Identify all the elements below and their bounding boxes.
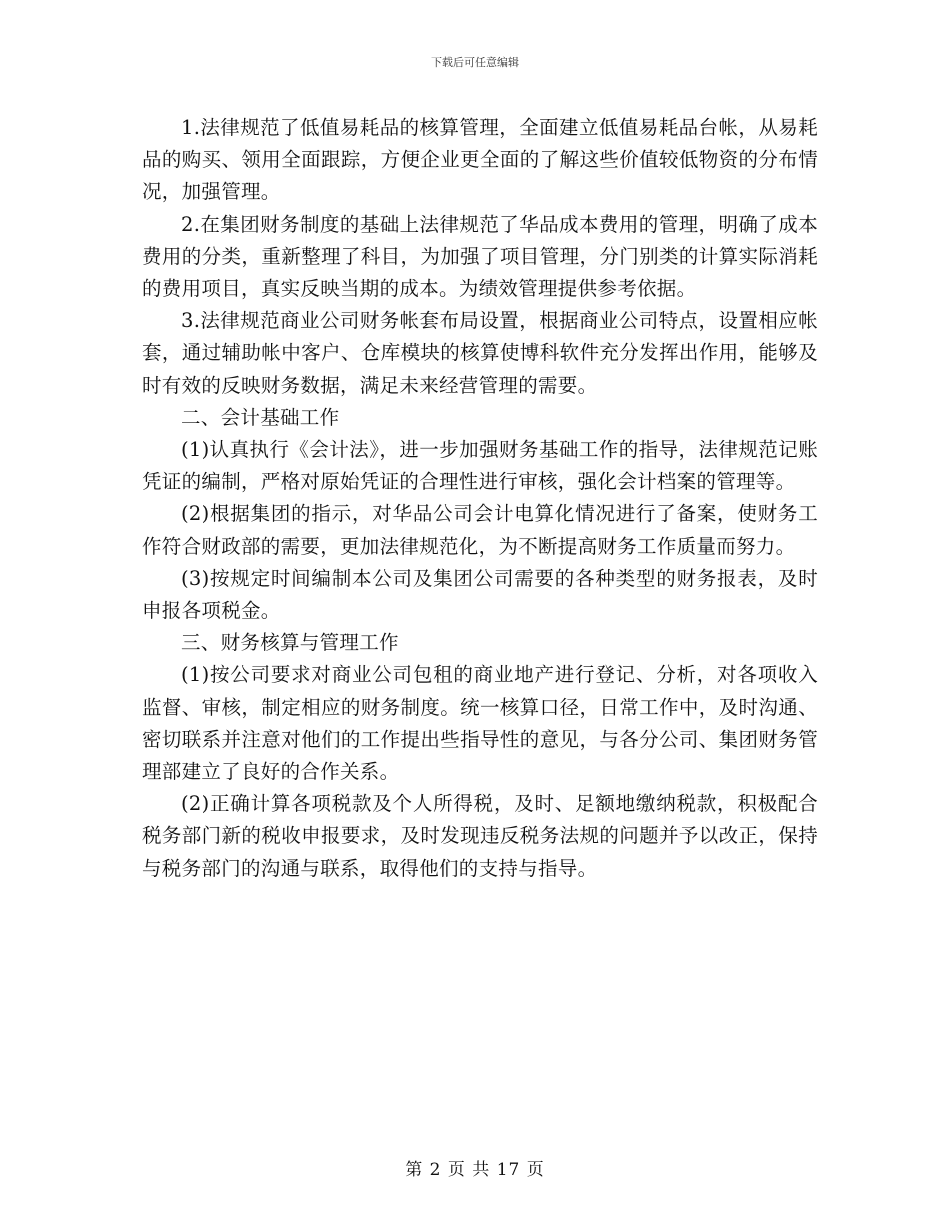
paragraph-accounting-3: (3)按规定时间编制本公司及集团公司需要的各种类型的财务报表，及时申报各项税金。 <box>142 566 818 623</box>
paragraph-item-3: 3.法律规范商业公司财务帐套布局设置，根据商业公司特点，设置相应帐套，通过辅助帐中客户、仓库模块的核算使博科软件充分发挥出作用，能够及时有效的反映财务数据，满足未来经营管理的需要。 <box>142 309 818 397</box>
section-heading-finance-management: 三、财务核算与管理工作 <box>181 631 399 655</box>
paragraph-accounting-1: (1)认真执行《会计法》，进一步加强财务基础工作的指导，法律规范记账凭证的编制，严格对原始凭证的合理性进行审核，强化会计档案的管理等。 <box>142 438 818 494</box>
page-number-footer: 第 2 页 共 17 页 <box>405 1160 545 1180</box>
paragraph-item-2: 2.在集团财务制度的基础上法律规范了华品成本费用的管理，明确了成本费用的分类，重新整理了科目，为加强了项目管理，分门别类的计算实际消耗的费用项目，真实反映当期的成本。为绩效管理提供参考依据。 <box>142 212 818 301</box>
paragraph-item-1: 1.法律规范了低值易耗品的核算管理，全面建立低值易耗品台帐，从易耗品的购买、领用全面跟踪，方便企业更全面的了解这些价值较低物资的分布情况，加强管理。 <box>142 116 818 204</box>
paragraph-finance-2: (2)正确计算各项税款及个人所得税，及时、足额地缴纳税款，积极配合税务部门新的税收申报要求，及时发现违反税务法规的问题并予以改正，保持与税务部门的沟通与联系，取得他们的支持与指导。 <box>142 792 818 880</box>
document-body <box>142 112 818 885</box>
section-heading-accounting-basics: 二、会计基础工作 <box>181 405 340 429</box>
paragraph-finance-1: (1)按公司要求对商业公司包租的商业地产进行登记、分析，对各项收入监督、审核，制定相应的财务制度。统一核算口径，日常工作中，及时沟通、密切联系并注意对他们的工作提出些指导性的意见，与各分公司、集团财务管理部建立了良好的合作关系。 <box>142 663 818 784</box>
paragraph-accounting-2: (2)根据集团的指示，对华品公司会计电算化情况进行了备案，使财务工作符合财政部的需要，更加法律规范化，为不断提高财务工作质量而努力。 <box>142 502 818 558</box>
page-header: 下载后可任意编辑 <box>431 56 519 69</box>
